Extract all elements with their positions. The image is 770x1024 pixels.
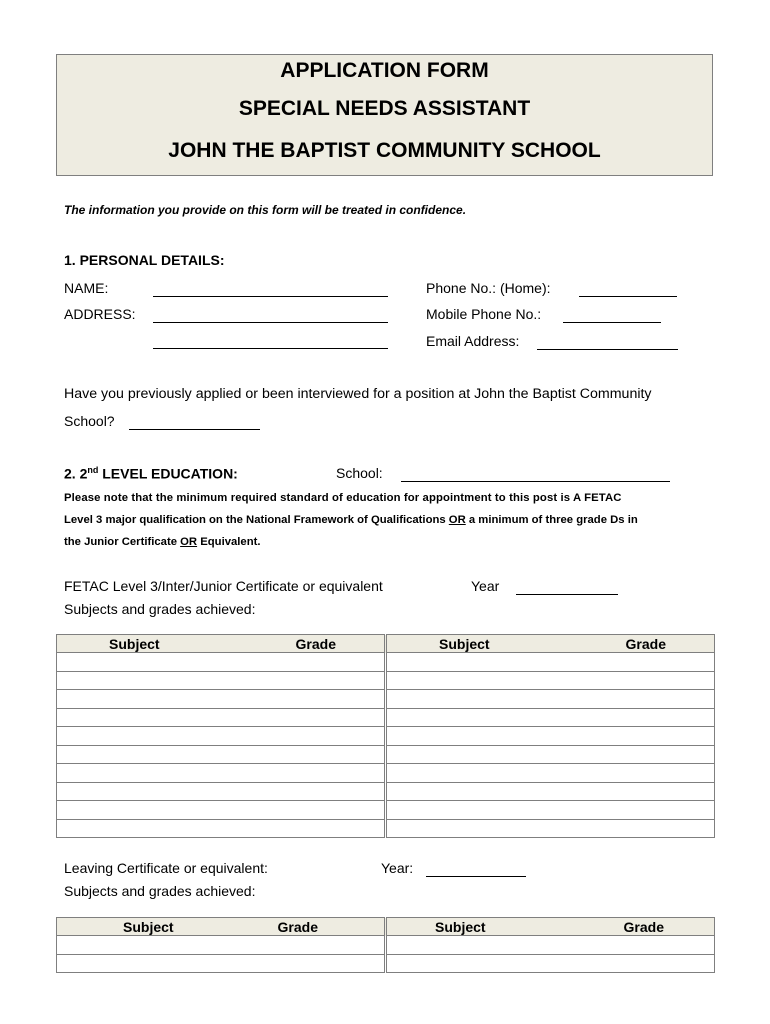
personal-details-heading: 1. PERSONAL DETAILS: [64,252,225,268]
table-cell[interactable] [57,782,385,801]
address-label: ADDRESS: [64,306,136,322]
table-cell[interactable] [57,745,385,764]
table-cell[interactable] [387,745,715,764]
table-cell[interactable] [387,954,715,973]
table-cell[interactable] [387,653,715,672]
email-label: Email Address: [426,333,520,349]
table-row [57,954,715,973]
table-cell[interactable] [57,819,385,838]
table-cell[interactable] [57,801,385,820]
table-row [57,708,715,727]
confidentiality-note: The information you provide on this form will be treated in confidence. [64,203,467,217]
name-field[interactable] [153,285,388,297]
mobile-label: Mobile Phone No.: [426,306,542,322]
table-cell[interactable] [387,671,715,690]
previous-application-school-label: School? [64,413,115,429]
fetac-label: FETAC Level 3/Inter/Junior Certificate or equivalent [64,578,383,594]
fetac-subjects-label: Subjects and grades achieved: [64,601,256,617]
table-cell[interactable] [387,727,715,746]
leaving-cert-label: Leaving Certificate or equivalent: [64,860,268,876]
address-field-line-2[interactable] [153,337,388,349]
email-field[interactable] [537,338,678,350]
school-field[interactable] [401,470,670,482]
table-row [57,936,715,955]
table-row [57,782,715,801]
leaving-cert-year-label: Year: [381,860,414,876]
position-title: SPECIAL NEEDS ASSISTANT [238,97,531,120]
address-field-line-1[interactable] [153,311,388,323]
subject-header: Subject [439,635,490,652]
leaving-cert-year-field[interactable] [426,865,526,877]
leaving-cert-subjects-label: Subjects and grades achieved: [64,883,256,899]
table-cell[interactable] [57,727,385,746]
table-cell[interactable] [57,954,385,973]
subject-header: Subject [123,918,174,935]
subject-header: Subject [109,635,160,652]
table-row [57,671,715,690]
mobile-field[interactable] [563,311,661,323]
table-row [57,801,715,820]
table-cell[interactable] [57,690,385,709]
fetac-year-label: Year [471,578,500,594]
table-cell[interactable] [387,801,715,820]
table-cell[interactable] [387,819,715,838]
form-title: APPLICATION FORM [280,59,489,82]
fetac-table-header [57,635,715,653]
table-cell[interactable] [387,936,715,955]
table-cell[interactable] [57,764,385,783]
phone-home-label: Phone No.: (Home): [426,280,551,296]
table-cell[interactable] [57,708,385,727]
leaving-table-header [57,918,715,936]
form-header [56,54,713,176]
fetac-grades-table [56,634,715,838]
table-cell[interactable] [387,764,715,783]
phone-home-field[interactable] [579,285,677,297]
table-row [57,745,715,764]
name-label: NAME: [64,280,109,296]
table-row [57,727,715,746]
table-row [57,653,715,672]
fetac-year-field[interactable] [516,583,618,595]
requirement-note-line-3: the Junior Certificate OR Equivalent. [64,536,261,548]
table-cell[interactable] [387,708,715,727]
grade-header: Grade [277,918,318,935]
school-label: School: [336,465,383,481]
subject-header: Subject [435,918,486,935]
previous-application-question: Have you previously applied or been interviewed for a position at John the Baptist Community [64,386,652,402]
table-cell[interactable] [387,690,715,709]
grade-header: Grade [623,918,664,935]
leaving-cert-grades-table [56,917,715,973]
school-title: JOHN THE BAPTIST COMMUNITY SCHOOL [168,139,601,162]
previous-application-field[interactable] [129,418,260,430]
education-heading: 2. 2nd LEVEL EDUCATION: [64,465,238,482]
table-cell[interactable] [57,671,385,690]
grade-header: Grade [625,635,666,652]
table-row [57,764,715,783]
requirement-note-line-1: Please note that the minimum required standard of education for appointment to this post is A FETAC [64,492,622,504]
table-cell[interactable] [57,936,385,955]
table-cell[interactable] [57,653,385,672]
grade-header: Grade [295,635,336,652]
table-row [57,819,715,838]
table-cell[interactable] [387,782,715,801]
requirement-note-line-2: Level 3 major qualification on the National Framework of Qualifications OR a minimum of three grade Ds in [64,514,638,526]
table-row [57,690,715,709]
